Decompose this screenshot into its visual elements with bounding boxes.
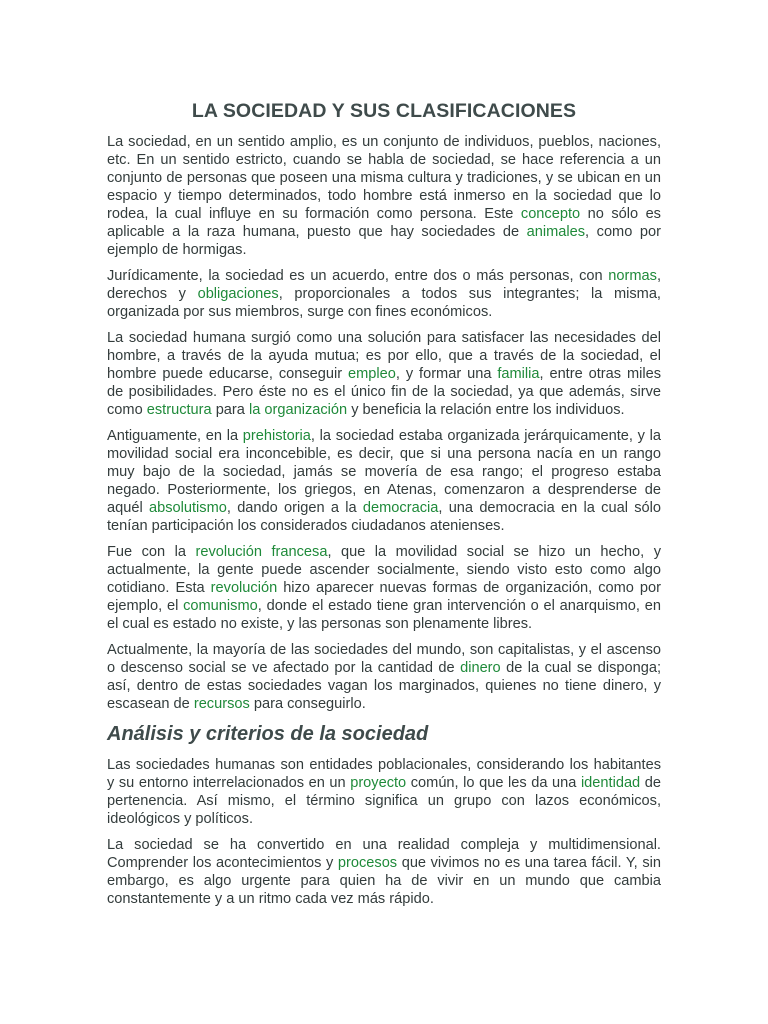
section-analysis [107,756,661,908]
section-heading: Análisis y criterios de la sociedad [107,723,429,745]
inline-link[interactable]: revolución francesa [195,544,328,560]
paragraph-text: de pertenencia. Así mismo, el término significa un grupo con lazos económicos, ideológicos y políticos. [107,775,661,827]
paragraph-text: , proporcionales a todos sus integrantes; la misma, organizada por sus miembros, surge con fines económicos. [107,286,661,320]
paragraph-text: , donde el estado tiene gran intervención o el anarquismo, en el cual es estado no existe, y las personas son plenamente libres. [107,598,661,632]
paragraph [107,267,661,321]
paragraph-text: , una democracia en la cual sólo tenían participación los considerados ciudadanos atenienses. [107,500,661,534]
paragraph [107,329,661,419]
inline-link[interactable]: obligaciones [197,286,279,302]
inline-link[interactable]: proyecto [350,775,407,791]
paragraph-text: , entre otras miles de posibilidades. Pero éste no es el único fin de la sociedad, ya que además, sirve como [107,366,661,418]
paragraph-text: , como por ejemplo de hormigas. [107,224,661,258]
paragraph-text: Actualmente, la mayoría de las sociedades del mundo, son capitalistas, y el ascenso o descenso social se ve afectado por la cantidad de [107,642,661,676]
paragraph-text: común, lo que les da una [406,775,581,791]
inline-link[interactable]: animales [526,224,586,240]
paragraph [107,427,661,535]
paragraph-text: hizo aparecer nuevas formas de organización, como por ejemplo, el [107,580,661,614]
paragraph-text: Las sociedades humanas son entidades poblacionales, considerando los habitantes y su entorno interrelacionados en un [107,757,661,791]
paragraph-text: , dando origen a la [226,500,363,516]
paragraph [107,641,661,713]
paragraph-text: , y formar una [395,366,498,382]
paragraph [107,836,661,908]
inline-link[interactable]: identidad [580,775,641,791]
inline-link[interactable]: democracia [362,500,439,516]
paragraph [107,543,661,633]
paragraph-text: que vivimos no es una tarea fácil. Y, sin embargo, es algo urgente para quien ha de vivir en un mundo que cambia constantemente y a un ritmo cada vez más rápido. [107,855,661,907]
inline-link[interactable]: estructura [146,402,212,418]
paragraph-text: , la sociedad estaba organizada jerárquicamente, y la movilidad social era inconcebible, es decir, que si una persona nacía en un rango muy bajo de la sociedad, jamás se movería de esa rango; el progreso estaba negado. Posteriormente, los griegos, en Atenas, comenzaron a desprenderse de aquél [107,428,661,516]
paragraph [107,756,661,828]
paragraph-text: La sociedad humana surgió como una solución para satisfacer las necesidades del hombre, a través de la ayuda mutua; es por ello, que a través de la sociedad, el hombre puede educarse, conseguir [107,330,661,382]
paragraph-text: para conseguirlo. [249,696,366,712]
inline-link[interactable]: procesos [337,855,398,871]
paragraph-text: , que la movilidad social se hizo un hecho, y actualmente, la gente puede ascender socialmente, siendo visto esto como algo cotidiano. Esta [107,544,661,596]
section-intro [107,133,661,713]
paragraph-text: Antiguamente, en la [107,428,243,444]
paragraph-text: de la cual se disponga; así, dentro de estas sociedades vagan los marginados, quienes no tiene dinero, y escasean de [107,660,661,712]
inline-link[interactable]: recursos [193,696,250,712]
paragraph-text: , derechos y [107,268,661,302]
paragraph-text: Fue con la [107,544,196,560]
paragraph-text: La sociedad, en un sentido amplio, es un conjunto de individuos, pueblos, naciones, etc. En un sentido estricto, cuando se habla de sociedad, se hace referencia a un conjunto de personas que poseen una misma cultura y tradiciones, y se ubican en un espacio y tiempo determinados, todo hombre está inmerso en la sociedad que lo rodea, la cual influye en su formación como persona. Este [107,134,661,222]
inline-link[interactable]: concepto [520,206,581,222]
document-content [107,98,661,916]
inline-link[interactable]: normas [608,268,657,284]
paragraph-text: para [211,402,249,418]
inline-link[interactable]: empleo [348,366,396,382]
paragraph-text: Jurídicamente, la sociedad es un acuerdo, entre dos o más personas, con [107,268,609,284]
paragraph [107,133,661,259]
inline-link[interactable]: absolutismo [148,500,227,516]
inline-link[interactable]: comunismo [183,598,258,614]
inline-link[interactable]: revolución [210,580,278,596]
inline-link[interactable]: dinero [460,660,501,676]
inline-link[interactable]: la organización [248,402,348,418]
document-title: LA SOCIEDAD Y SUS CLASIFICACIONES [191,100,577,122]
paragraph-text: no sólo es aplicable a la raza humana, puesto que hay sociedades de [107,206,661,240]
inline-link[interactable]: familia [497,366,540,382]
inline-link[interactable]: prehistoria [242,428,311,444]
paragraph-text: y beneficia la relación entre los individuos. [347,402,625,418]
paragraph-text: La sociedad se ha convertido en una realidad compleja y multidimensional. Comprender los acontecimientos y [107,837,661,871]
